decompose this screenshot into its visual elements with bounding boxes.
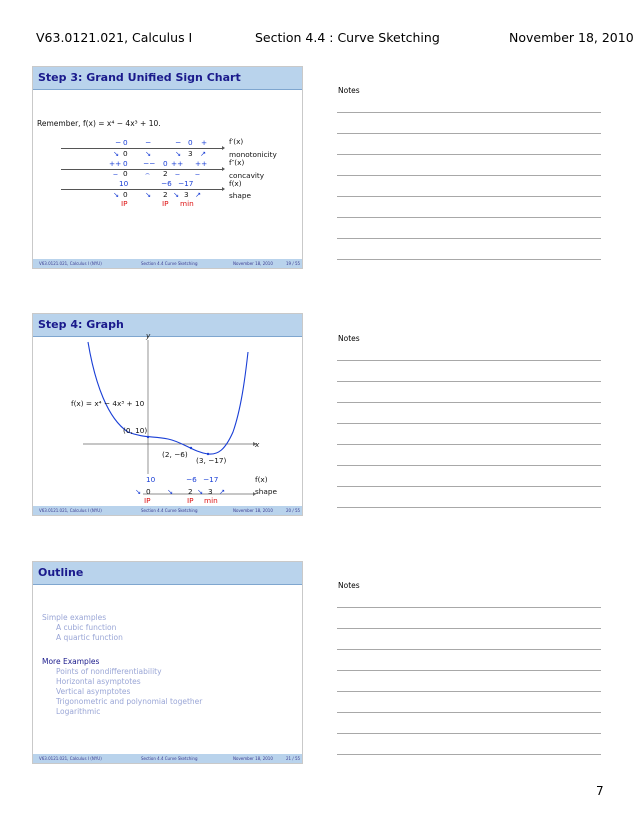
cell: ⌣ [175,169,180,178]
notes-rule [337,733,601,734]
label-fdoubleprime: f″(x) [229,158,245,167]
label-monotonicity: monotonicity [229,150,277,159]
notes-rule [337,402,601,403]
footer-date: November 18, 2010 [233,756,273,761]
notes-label: Notes [338,581,360,590]
point-label: (2, −6) [162,450,188,459]
remember-text: Remember, f(x) = x⁴ − 4x³ + 10. [37,119,161,128]
notes-rule [337,360,601,361]
outline-subsection: Logarithmic [56,707,101,716]
footer-section: Section 4.4 Curve Sketching [141,261,198,266]
notes-rule [337,112,601,113]
cell: + [201,138,208,147]
point-label: IP [144,496,151,505]
cell: 0 [123,169,128,178]
cell: −17 [203,475,219,484]
outline-subsection: Vertical asymptotes [56,687,131,696]
cell: ↘ [113,190,120,199]
cell: ↗ [219,487,226,496]
cell: 0 [123,138,128,147]
outline-subsection: Horizontal asymptotes [56,677,141,686]
footer-page: 19 / 55 [286,261,301,266]
cell: ↘ [145,190,152,199]
point-label: IP [187,496,194,505]
cell: 0 [123,190,128,199]
cell: ++ [195,159,208,168]
cell: 0 [123,159,128,168]
footer-course: V63.0121.021, Calculus I (NYU) [39,756,102,761]
outline-section-active: More Examples [42,657,100,666]
cell: ⌣ [113,169,118,178]
point-label: (0, 10) [123,426,148,435]
slide-footer [33,259,302,268]
notes-rule [337,381,601,382]
outline-subsection: A cubic function [56,623,117,632]
label-shape: shape [229,191,252,200]
footer-section: Section 4.4 Curve Sketching [141,508,198,513]
cell: 2 [188,487,193,496]
label-fx: f(x) [229,179,242,188]
notes-rule [337,423,601,424]
cell: 3 [188,149,193,158]
notes-rule [337,465,601,466]
cell: 10 [119,179,129,188]
cell: ++ [109,159,122,168]
point-label: IP [121,199,128,208]
cell: ↘ [135,487,142,496]
cell: − [145,138,152,147]
slide-title: Outline [33,562,302,585]
notes-rule [337,754,601,755]
cell: 0 [188,138,193,147]
notes-rule [337,175,601,176]
cell: − [115,138,122,147]
notes-rule [337,507,601,508]
cell: ↘ [197,487,204,496]
cell: ⌢ [145,169,150,178]
arrowhead [222,167,225,171]
notes-rule [337,133,601,134]
graph-svg [33,314,302,515]
arrowhead [222,187,225,191]
slide-footer [33,506,302,515]
point-label: IP [162,199,169,208]
notes-rule [337,196,601,197]
point-label: (3, −17) [196,456,227,465]
outline-subsection: Points of nondifferentiability [56,667,162,676]
notes-rule [337,670,601,671]
notes-rule [337,649,601,650]
function-label: f(x) = x⁴ − 4x³ + 10 [71,399,145,408]
cell: −− [143,159,156,168]
cell: − [175,138,182,147]
cell: 0 [123,149,128,158]
slide-graph [32,313,303,516]
notes-rule [337,607,601,608]
cell: ↘ [175,149,182,158]
notes-rule [337,712,601,713]
arrowhead [222,146,225,150]
point-marker [207,453,209,455]
notes-label: Notes [338,334,360,343]
cell: 10 [146,475,156,484]
slide-outline [32,561,303,764]
notes-rule [337,238,601,239]
outline-subsection: Trigonometric and polynomial together [56,697,203,706]
footer-date: November 18, 2010 [233,508,273,513]
notes-rule [337,691,601,692]
cell: ↗ [200,149,207,158]
slide-footer [33,754,302,763]
header-course: V63.0121.021, Calculus I [36,30,193,45]
point-label: min [204,496,218,505]
notes-rule [337,444,601,445]
footer-section: Section 4.4 Curve Sketching [141,756,198,761]
page-number: 7 [596,784,604,798]
cell: −6 [186,475,197,484]
footer-date: November 18, 2010 [233,261,273,266]
label-concavity: concavity [229,171,265,180]
cell: 3 [184,190,189,199]
point-marker [147,436,149,438]
cell: ⌣ [195,169,200,178]
cell: ↘ [167,487,174,496]
cell: ↗ [195,190,202,199]
cell: 2 [163,190,168,199]
cell: ↘ [113,149,120,158]
notes-rule [337,154,601,155]
slide-sign-chart [32,66,303,269]
footer-course: V63.0121.021, Calculus I (NYU) [39,508,102,513]
cell: 0 [146,487,151,496]
header-section: Section 4.4 : Curve Sketching [255,30,440,45]
point-label: min [180,199,194,208]
slide-title: Step 3: Grand Unified Sign Chart [33,67,302,90]
cell: ++ [171,159,184,168]
header-date: November 18, 2010 [509,30,634,45]
notes-rule [337,628,601,629]
outline-subsection: A quartic function [56,633,123,642]
notes-label: Notes [338,86,360,95]
x-axis-label: x [255,440,260,449]
y-axis-label: y [146,331,151,340]
cell: −6 [161,179,172,188]
label-fprime: f′(x) [229,137,244,146]
cell: ↘ [173,190,180,199]
cell: 2 [163,169,168,178]
axis-line [61,148,223,149]
notes-rule [337,217,601,218]
outline-section: Simple examples [42,613,107,622]
notes-rule [337,259,601,260]
label-shape: shape [255,487,278,496]
footer-page: 21 / 55 [286,756,301,761]
notes-rule [337,486,601,487]
point-marker [190,447,192,449]
cell: ↘ [145,149,152,158]
footer-page: 20 / 55 [286,508,301,513]
cell: −17 [178,179,194,188]
footer-course: V63.0121.021, Calculus I (NYU) [39,261,102,266]
cell: 0 [163,159,168,168]
cell: 3 [208,487,213,496]
slide-title: Step 4: Graph [33,314,302,337]
label-fx: f(x) [255,475,268,484]
